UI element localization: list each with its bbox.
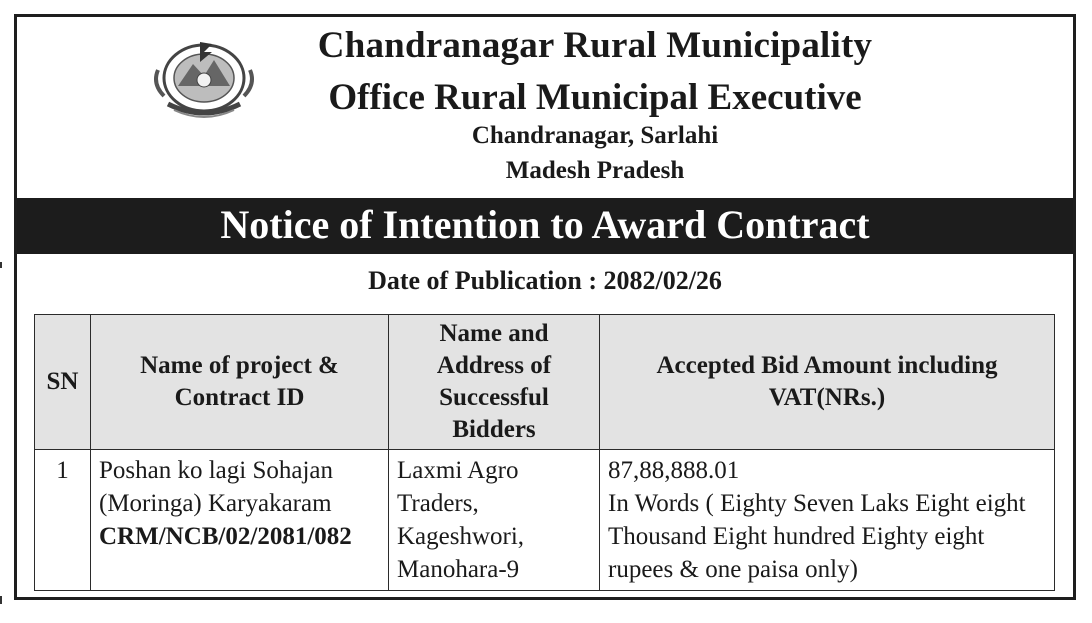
contract-id: CRM/NCB/02/2081/082 <box>99 523 352 550</box>
row-project <box>91 450 389 591</box>
project-name: Poshan ko lagi Sohajan (Moringa) Karyakaram <box>99 457 334 517</box>
edge-mark <box>0 262 2 268</box>
amount-figure: 87,88,888.01 <box>608 457 740 484</box>
column-header-sn: SN <box>35 315 91 450</box>
column-header-bidder: Name and Address of Successful Bidders <box>389 315 600 450</box>
municipality-title: Chandranagar Rural Municipality <box>317 25 873 66</box>
office-title: Office Rural Municipal Executive <box>328 77 862 118</box>
notice-banner: Notice of Intention to Award Contract <box>17 198 1073 254</box>
amount-words: In Words ( Eighty Seven Laks Eight eight Thousand Eight hundred Eighty eight rupees & one paisa only) <box>608 490 1026 583</box>
publication-date: Date of Publication : 2082/02/26 <box>368 266 722 295</box>
column-header-amount: Accepted Bid Amount including VAT(NRs.) <box>600 315 1055 450</box>
office-province: Madesh Pradesh <box>505 157 685 184</box>
office-location: Chandranagar, Sarlahi <box>471 122 719 149</box>
edge-mark <box>0 596 2 604</box>
award-table <box>34 314 1055 591</box>
row-bidder: Laxmi Agro Traders, Kageshwori, Manohara-9 <box>389 450 600 591</box>
column-header-project: Name of project & Contract ID <box>91 315 389 450</box>
row-amount <box>600 450 1055 591</box>
table-row <box>35 450 1055 591</box>
row-sn: 1 <box>35 450 91 591</box>
table-header-row <box>35 315 1055 450</box>
